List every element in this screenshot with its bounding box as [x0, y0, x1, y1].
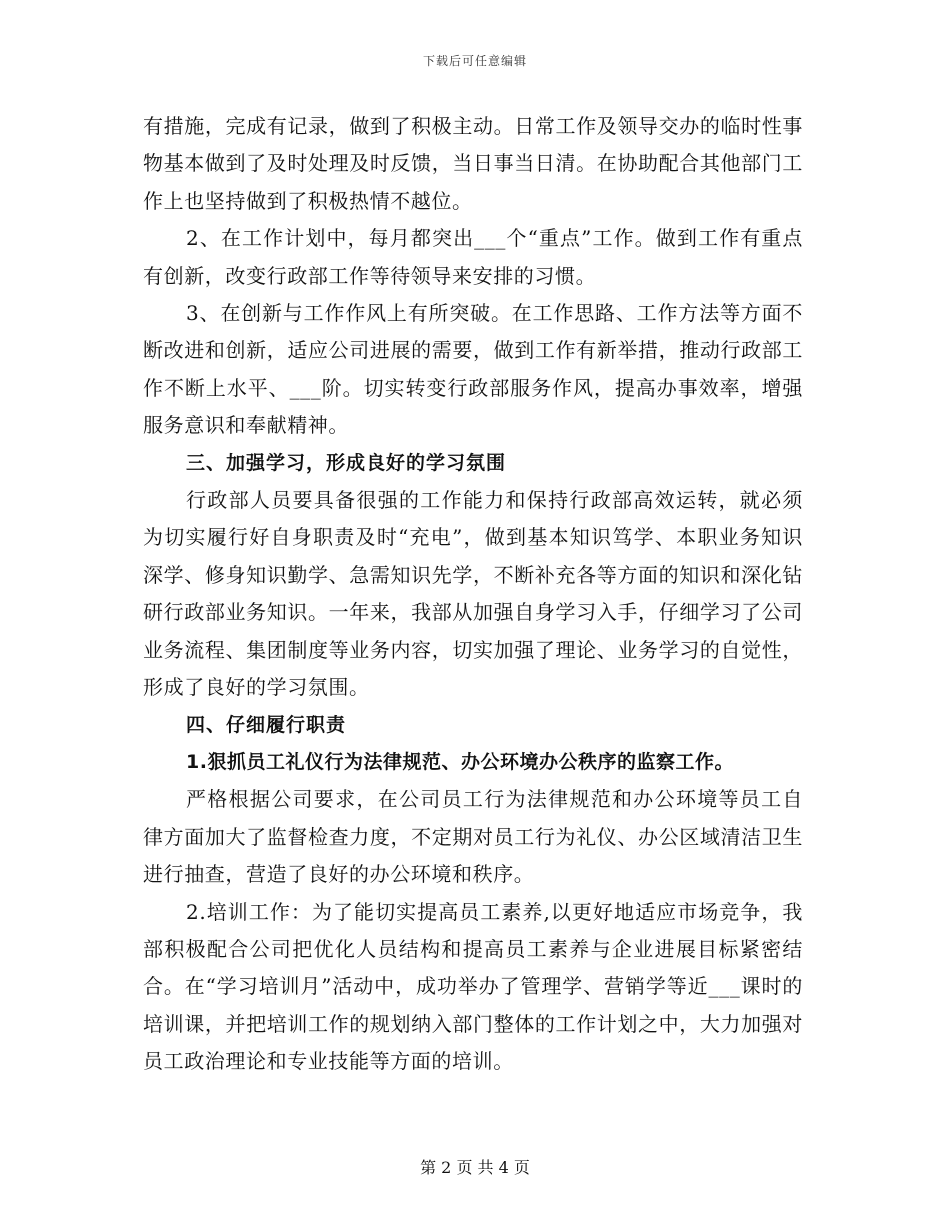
subheading-item-1: 1.狠抓员工礼仪行为法律规范、办公环境办公秩序的监察工作。	[186, 750, 734, 773]
paragraph-learning: 行政部人员要具备很强的工作能力和保持行政部高效运转，就必须为切实履行好自身职责及时“充电”，做到基本知识笃学、本职业务知识深学、修身知识勤学、急需知识先学，不断补充各等方面的知识和深化钻研行政部业务知识。一年来，我部从加强自身学习入手，仔细学习了公司业务流程、集团制度等业务内容，切实加强了理论、业务学习的自觉性，形成了良好的学习氛围。	[143, 488, 803, 700]
paragraph-item-3: 3、在创新与工作作风上有所突破。在工作思路、工作方法等方面不断改进和创新，适应公司进展的需要，做到工作有新举措，推动行政部工作不断上水平、___阶。切实转变行政部服务作风，提高办事效率，增强服务意识和奉献精神。	[143, 301, 803, 438]
paragraph-training: 2.培训工作：为了能切实提高员工素养,以更好地适应市场竞争，我部积极配合公司把优化人员结构和提高员工素养与企业进展目标紧密结合。在“学习培训月”活动中，成功举办了管理学、营销学等近___课时的培训课，并把培训工作的规划纳入部门整体的工作计划之中，大力加强对员工政治理论和专业技能等方面的培训。	[143, 899, 803, 1074]
paragraph-continuation: 有措施，完成有记录，做到了积极主动。日常工作及领导交办的临时性事物基本做到了及时处理及时反馈，当日事当日清。在协助配合其他部门工作上也坚持做到了积极热情不越位。	[143, 114, 803, 213]
paragraph-item-2: 2、在工作计划中，每月都突出___个“重点”工作。做到工作有重点有创新，改变行政部工作等待领导来安排的习惯。	[143, 226, 803, 288]
page-header-note: 下载后可任意编辑	[422, 54, 527, 68]
page-number-footer: 第 2 页 共 4 页	[420, 1158, 530, 1177]
section-heading-4: 四、仔细履行职责	[186, 713, 347, 736]
paragraph-supervision: 严格根据公司要求，在公司员工行为法律规范和办公环境等员工自律方面加大了监督检查力度，不定期对员工行为礼仪、办公区域清洁卫生进行抽查，营造了良好的办公环境和秩序。	[143, 787, 803, 887]
document-body	[143, 108, 803, 1081]
section-heading-3: 三、加强学习，形成良好的学习氛围	[186, 451, 507, 474]
